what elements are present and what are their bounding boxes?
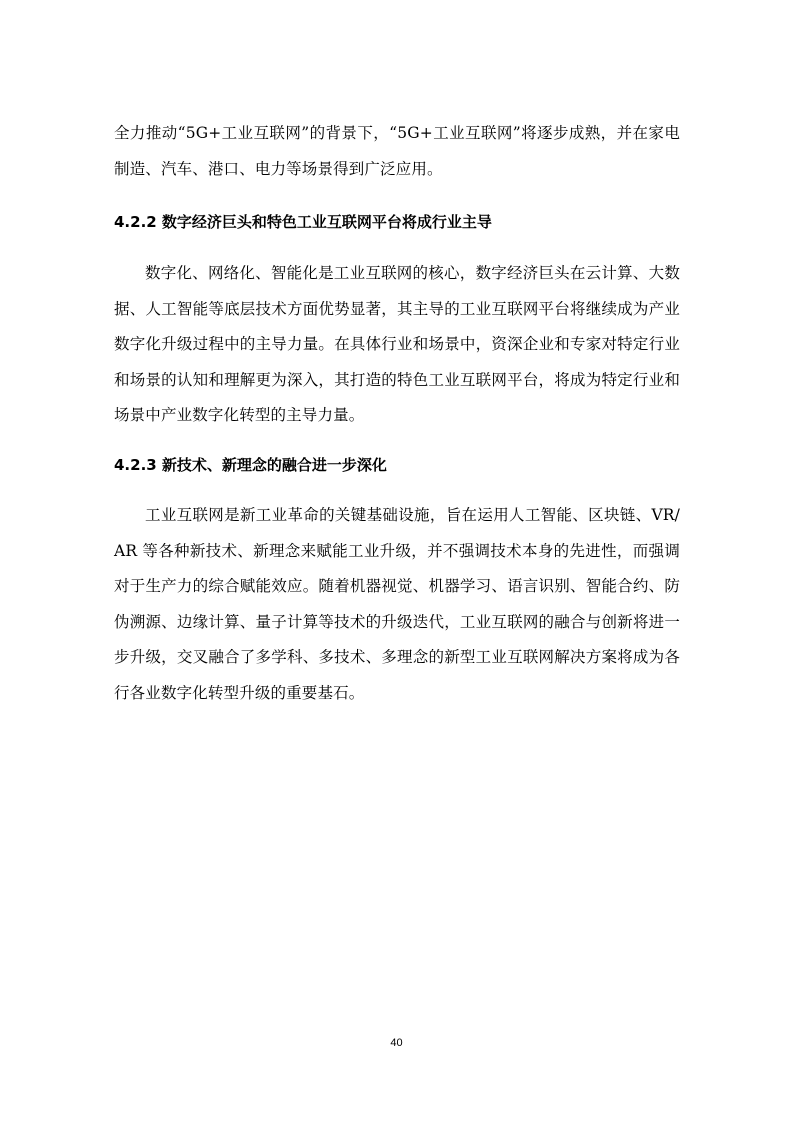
section-4-2-2-heading: 4.2.2 数字经济巨头和特色工业互联网平台将成行业主导 — [114, 213, 492, 231]
section-4-2-3-body: 工业互联网是新工业革命的关键基础设施，旨在运用人工智能、区块链、VR/AR 等各种新技术、新理念来赋能工业升级，并不强调技术本身的先进性，而强调对于生产力的综合赋能效应。随着机器视觉、机器学习、语言识别、智能合约、防伪溯源、边缘计算、量子计算等技术的升级迭代，工业互联网的融合与创新将进一步升级，交叉融合了多学科、多技术、多理念的新型工业互联网解决方案将成为各行各业数字化转型升级的重要基石。 — [114, 506, 680, 702]
section-4-2-2-heading-block — [114, 211, 680, 233]
intro-paragraph-block — [114, 116, 680, 187]
section-4-2-3-heading: 4.2.3 新技术、新理念的融合进一步深化 — [114, 456, 387, 474]
section-4-2-2-body-block — [114, 256, 680, 434]
section-4-2-3-heading-block — [114, 454, 680, 476]
intro-paragraph: 全力推动“5G+工业互联网”的背景下，“5G+工业互联网”将逐步成熟，并在家电制造、汽车、港口、电力等场景得到广泛应用。 — [114, 124, 680, 178]
section-4-2-3-body-block — [114, 498, 680, 711]
page-number: 40 — [390, 1037, 403, 1049]
section-4-2-2-body: 数字化、网络化、智能化是工业互联网的核心，数字经济巨头在云计算、大数据、人工智能等底层技术方面优势显著，其主导的工业互联网平台将继续成为产业数字化升级过程中的主导力量。在具体行业和场景中，资深企业和专家对特定行业和场景的认知和理解更为深入，其打造的特色工业互联网平台，将成为特定行业和场景中产业数字化转型的主导力量。 — [114, 264, 680, 424]
